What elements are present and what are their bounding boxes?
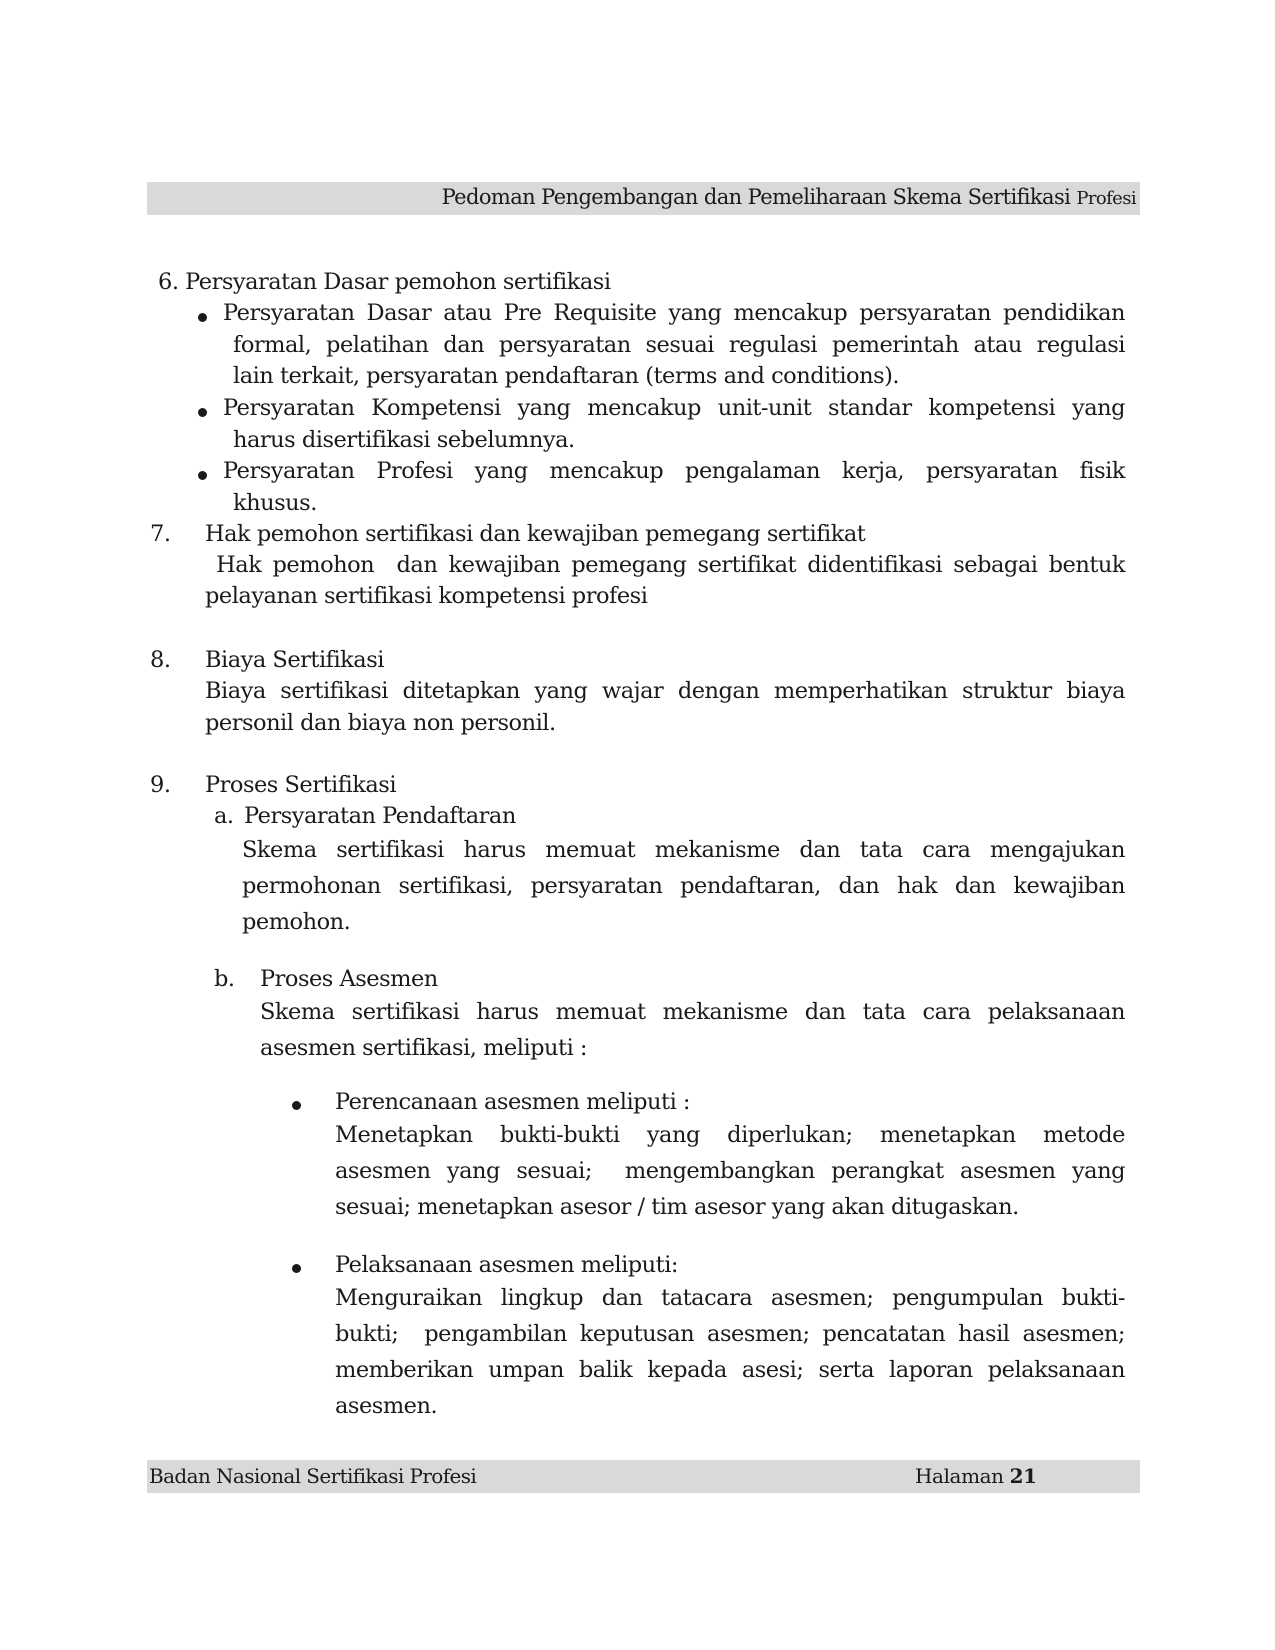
page-header	[147, 182, 1140, 215]
section-6-title: 6. Persyaratan Dasar pemohon sertifikasi	[158, 269, 611, 295]
assessment-planning-title: Perencanaan asesmen meliputi :	[335, 1089, 691, 1115]
section-9a-body-line-1: Skema sertifikasi harus memuat mekanisme dan tata cara mengajukan	[242, 837, 1125, 863]
section-7-body-line-2: pelayanan sertifikasi kompetensi profesi	[205, 583, 648, 609]
section-8-number: 8.	[150, 647, 171, 673]
section-9b-label: b.	[214, 966, 235, 992]
assessment-execution-line-4: asesmen.	[335, 1393, 438, 1419]
section-7-title: Hak pemohon sertifikasi dan kewajiban pemegang sertifikat	[205, 521, 866, 547]
bullet-icon	[292, 1101, 301, 1110]
section-9b-title: Proses Asesmen	[260, 966, 438, 992]
section-8-body-line-1: Biaya sertifikasi ditetapkan yang wajar dengan memperhatikan struktur biaya	[205, 678, 1125, 704]
section-9-title: Proses Sertifikasi	[205, 772, 397, 798]
bullet-icon	[198, 408, 207, 417]
section-8-body-line-2: personil dan biaya non personil.	[205, 710, 556, 736]
s6-bullet-1-line-2: formal, pelatihan dan persyaratan sesuai regulasi pemerintah atau regulasi	[233, 332, 1125, 358]
s6-bullet-1-line-3: lain terkait, persyaratan pendaftaran (terms and conditions).	[233, 363, 900, 389]
section-8-title: Biaya Sertifikasi	[205, 647, 384, 673]
s6-bullet-1-line-1: Persyaratan Dasar atau Pre Requisite yang mencakup persyaratan pendidikan	[223, 300, 1125, 326]
page-number: 21	[1009, 1464, 1037, 1488]
document-title-main: Pedoman Pengembangan dan Pemeliharaan Skema Sertifikasi	[441, 185, 1077, 209]
s6-bullet-3-line-2: khusus.	[233, 490, 317, 516]
page-label: Halaman	[915, 1464, 1010, 1488]
bullet-icon	[198, 471, 207, 480]
section-9b-body-line-1: Skema sertifikasi harus memuat mekanisme dan tata cara pelaksanaan	[260, 999, 1125, 1025]
section-9a-body-line-2: permohonan sertifikasi, persyaratan pendaftaran, dan hak dan kewajiban	[242, 873, 1125, 899]
assessment-planning-line-2: asesmen yang sesuai; mengembangkan perangkat asesmen yang	[335, 1158, 1125, 1184]
assessment-execution-line-3: memberikan umpan balik kepada asesi; serta laporan pelaksanaan	[335, 1357, 1125, 1383]
section-9b-body-line-2: asesmen sertifikasi, meliputi :	[260, 1035, 587, 1061]
assessment-execution-title: Pelaksanaan asesmen meliputi:	[335, 1252, 678, 1278]
section-9a-body-line-3: pemohon.	[242, 909, 351, 935]
assessment-execution-line-1: Menguraikan lingkup dan tatacara asesmen; pengumpulan bukti-	[335, 1285, 1125, 1311]
assessment-execution-line-2: bukti; pengambilan keputusan asesmen; pencatatan hasil asesmen;	[335, 1321, 1125, 1347]
s6-bullet-2-line-1: Persyaratan Kompetensi yang mencakup unit-unit standar kompetensi yang	[223, 395, 1125, 421]
section-7-number: 7.	[150, 521, 171, 547]
assessment-planning-line-1: Menetapkan bukti-bukti yang diperlukan; menetapkan metode	[335, 1122, 1125, 1148]
page-footer	[147, 1460, 1140, 1493]
section-9-number: 9.	[150, 772, 171, 798]
document-title	[442, 185, 1136, 209]
assessment-planning-line-3: sesuai; menetapkan asesor / tim asesor yang akan ditugaskan.	[335, 1194, 1019, 1220]
s6-bullet-2-line-2: harus disertifikasi sebelumnya.	[233, 427, 575, 453]
document-title-tail: Profesi	[1076, 188, 1136, 209]
section-9a-title: Persyaratan Pendaftaran	[244, 803, 516, 829]
section-7-body-line-1: Hak pemohon dan kewajiban pemegang sertifikat didentifikasi sebagai bentuk	[205, 552, 1125, 578]
section-9a-label: a.	[214, 803, 234, 829]
s6-bullet-3-line-1: Persyaratan Profesi yang mencakup pengalaman kerja, persyaratan fisik	[223, 458, 1125, 484]
bullet-icon	[198, 313, 207, 322]
page-number-label	[915, 1464, 1037, 1488]
footer-organization: Badan Nasional Sertifikasi Profesi	[149, 1464, 477, 1488]
bullet-icon	[292, 1264, 301, 1273]
